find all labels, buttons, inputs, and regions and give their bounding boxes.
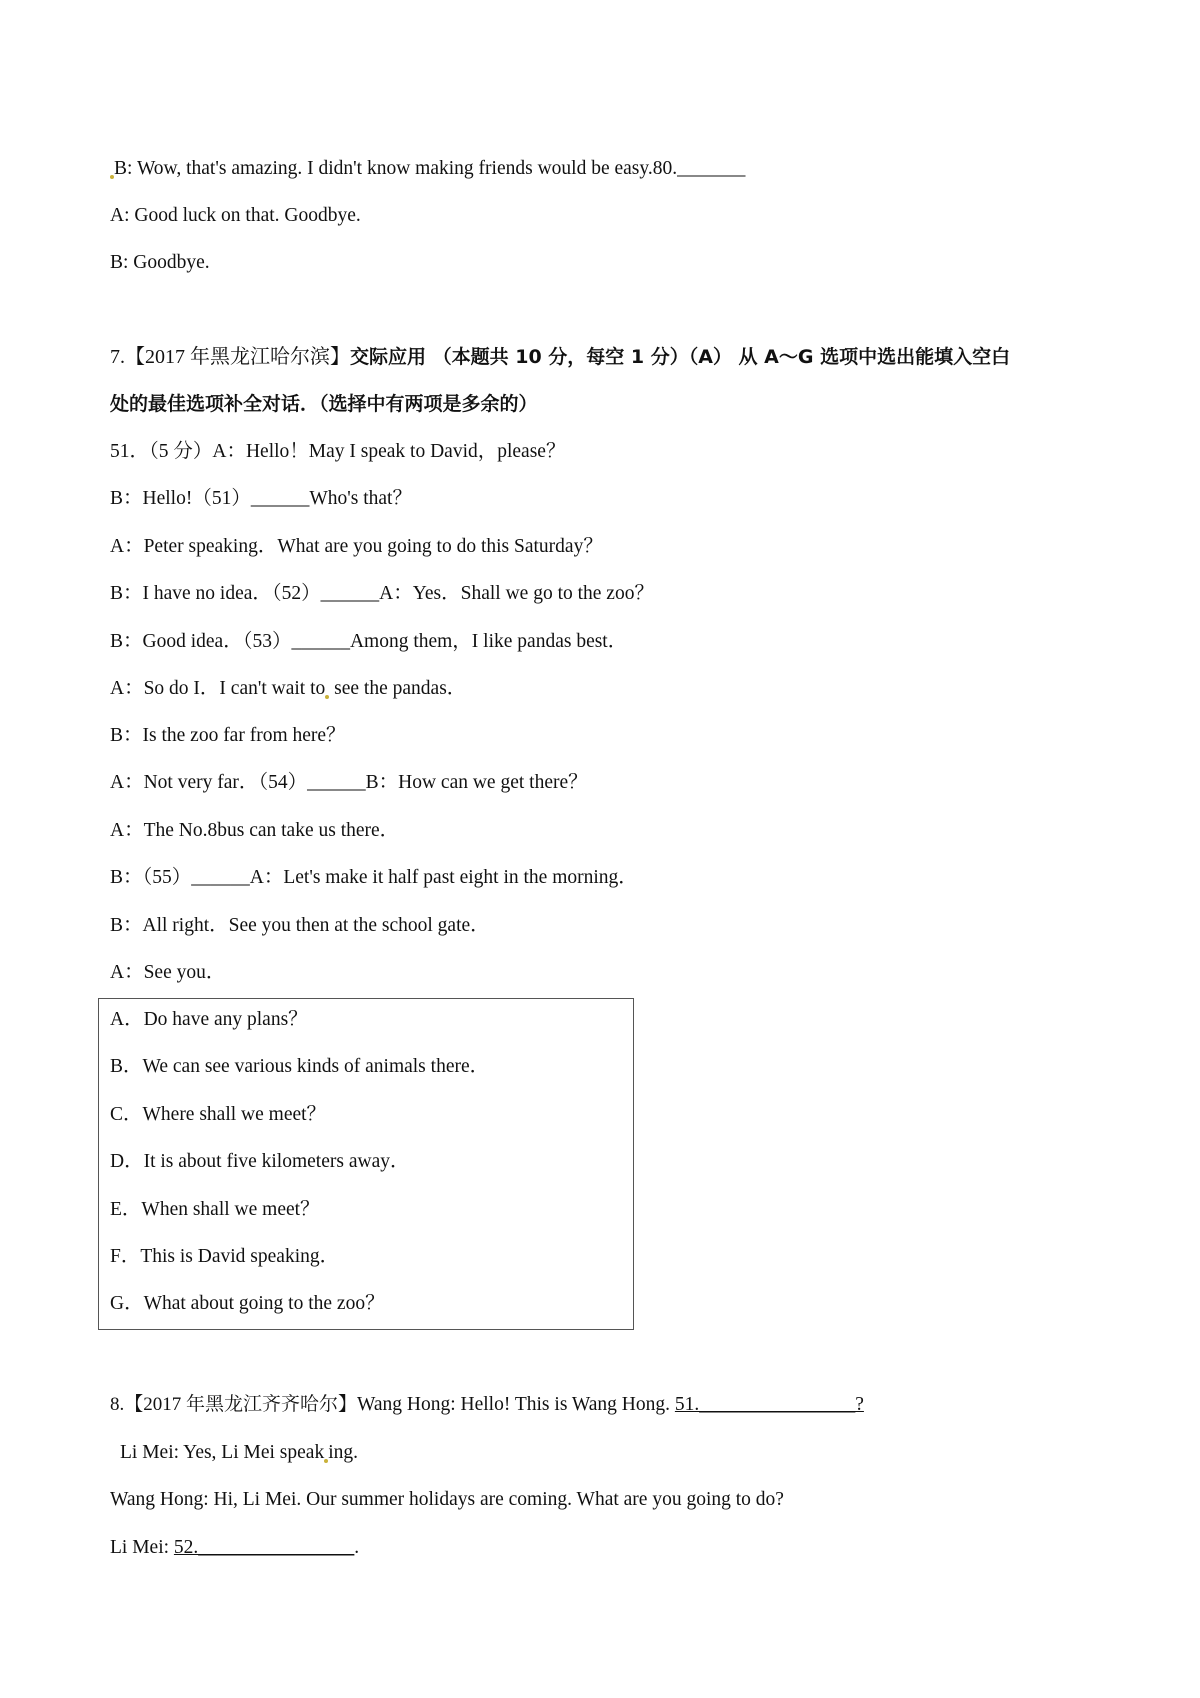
- q7-option-e: E．When shall we meet？: [110, 1199, 320, 1220]
- q8-line-limei-yes: Li Mei: Yes, Li Mei speak ing.: [120, 1442, 358, 1463]
- q8-line-limei-52: Li Mei: 52.________________.: [110, 1537, 360, 1558]
- q7-heading-instructions: 交际应用 （本题共 10 分，每空 1 分）（A） 从 A～G 选项中选出能填入空白: [350, 346, 1011, 368]
- q7-heading: [110, 345, 1010, 369]
- dialogue-line-b-amazing: B: Wow, that's amazing. I didn't know making friends would be easy.80._______: [110, 157, 745, 181]
- q7-dialogue-line: A：Peter speaking．What are you going to do this Saturday？: [110, 536, 603, 557]
- q7-heading-line2: 处的最佳选项补全对话．（选择中有两项是多余的）: [110, 393, 538, 415]
- q7-option-f: F．This is David speaking．: [110, 1246, 340, 1267]
- q7-dialogue-line: A：So do I．I can't wait to see the pandas．: [110, 678, 467, 699]
- q7-dialogue-line: B：Good idea．（53）______Among them，I like pandas best．: [110, 631, 628, 652]
- q7-dialogue-line: 51．（5 分）A：Hello！May I speak to David，please？: [110, 441, 566, 462]
- q7-dialogue-line: B：（55）______A：Let's make it half past eight in the morning．: [110, 867, 638, 888]
- q7-dialogue-line: A：Not very far．（54）______B：How can we get there？: [110, 772, 588, 793]
- q7-option-a: A．Do have any plans？: [110, 1009, 308, 1030]
- q7-dialogue-line: B：All right．See you then at the school gate．: [110, 915, 490, 936]
- dialogue-line-a-goodluck: A: Good luck on that. Goodbye.: [110, 205, 361, 226]
- q7-dialogue-line: B：Hello!（51）______Who's that？: [110, 488, 412, 509]
- dialogue-line-b-goodbye: B: Goodbye.: [110, 252, 210, 273]
- q7-dialogue-line: A：The No.8bus can take us there．: [110, 820, 400, 841]
- q7-dialogue-line: A：See you．: [110, 962, 226, 983]
- q7-option-g: G．What about going to the zoo？: [110, 1293, 385, 1314]
- q7-option-c: C．Where shall we meet？: [110, 1104, 327, 1125]
- q8-blank-52: 52.________________: [173, 1537, 355, 1558]
- q7-option-d: D．It is about five kilometers away．: [110, 1151, 410, 1172]
- q8-line-wanghong-hello: 8.【2017 年黑龙江齐齐哈尔】Wang Hong: Hello! This is Wang Hong. 51.________________?: [110, 1394, 864, 1415]
- q8-line-wanghong-holidays: Wang Hong: Hi, Li Mei. Our summer holidays are coming. What are you going to do?: [110, 1489, 784, 1510]
- mark-dot: [325, 695, 329, 699]
- q8-blank-51: 51.________________?: [674, 1394, 864, 1415]
- q7-option-b: B．We can see various kinds of animals there．: [110, 1056, 490, 1077]
- q7-heading-source: 7.【2017 年黑龙江哈尔滨】: [110, 346, 350, 368]
- q7-dialogue-line: B：Is the zoo far from here？: [110, 725, 346, 746]
- q7-dialogue-line: B：I have no idea．（52）______A：Yes．Shall we go to the zoo？: [110, 583, 654, 604]
- q8-heading-source: 8.【2017 年黑龙江齐齐哈尔】: [110, 1394, 358, 1415]
